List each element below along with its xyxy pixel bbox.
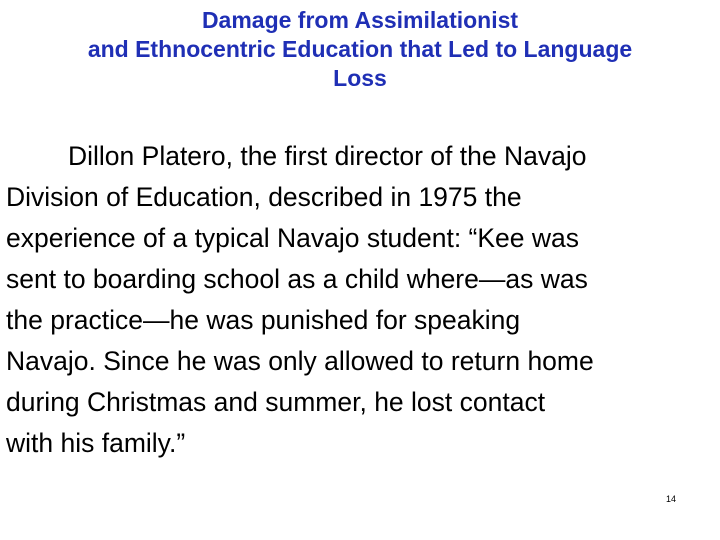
paragraph-line: during Christmas and summer, he lost contact <box>6 387 546 417</box>
paragraph-line: Dillon Platero, the first director of the Navajo <box>68 141 587 171</box>
page-number: 14 <box>666 494 677 504</box>
paragraph-line: Division of Education, described in 1975 the <box>6 182 522 212</box>
paragraph-line: sent to boarding school as a child where—as was <box>6 264 588 294</box>
paragraph-line: with his family.” <box>6 428 186 458</box>
paragraph-line: experience of a typical Navajo student: “Kee was <box>6 223 580 253</box>
title-line: and Ethnocentric Education that Led to Language <box>87 36 633 62</box>
slide-title <box>0 6 720 93</box>
title-line: Loss <box>333 65 387 91</box>
paragraph-line: the practice—he was punished for speaking <box>6 305 521 335</box>
title-line: Damage from Assimilationist <box>201 7 519 33</box>
quote-paragraph <box>6 136 718 464</box>
paragraph-line: Navajo. Since he was only allowed to return home <box>6 346 594 376</box>
